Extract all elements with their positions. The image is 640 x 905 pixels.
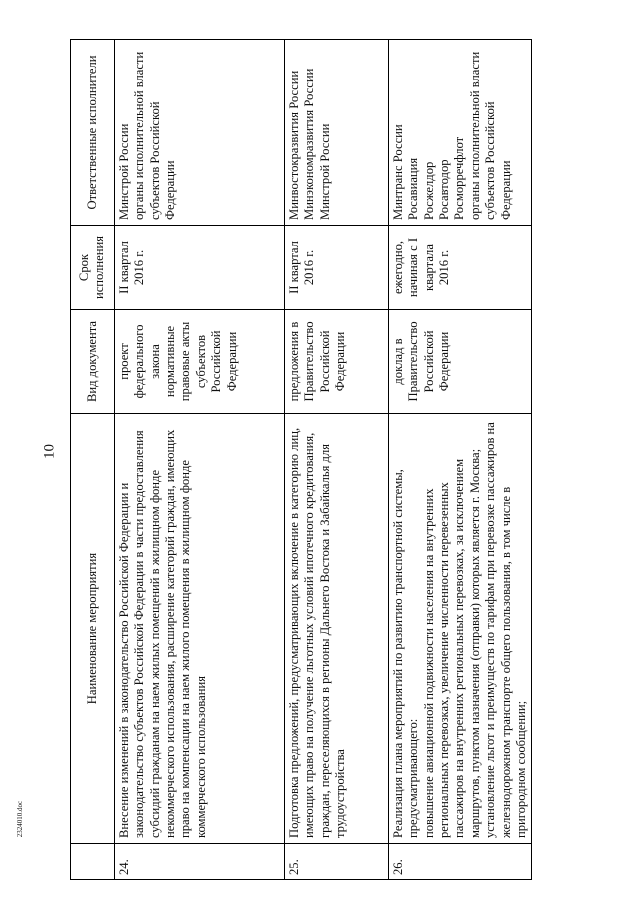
table-row [114, 40, 284, 880]
measures-table [70, 39, 532, 880]
executor: Росавтодор [437, 159, 452, 220]
executors [284, 40, 388, 226]
table-row [388, 40, 532, 880]
executors [388, 40, 532, 226]
executor: Росморречфлот [452, 136, 467, 220]
header-name: Наименование мероприятия [71, 414, 115, 844]
header-executors: Ответственные исполнители [71, 40, 115, 226]
row-number: 25. [284, 844, 388, 880]
term: II квартал 2016 г. [114, 226, 284, 310]
executor: Росжелдор [421, 161, 436, 220]
table-header-row [71, 40, 115, 880]
row-number: 26. [388, 844, 532, 880]
header-num [71, 844, 115, 880]
measure-name: Внесение изменений в законодательство Российской Федерации и законодательство субъектов Российской Федерации в части предоставления субсидий гражданам на наем жилых помещений в жилищном фонде некоммерческого использования, расширение категорий граждан, имеющих право на компенсации на наем жилого помещения в жилищном фонде коммерческого использования [114, 414, 284, 844]
executor: Минстрой России [317, 123, 332, 220]
document-type: доклад в Правительство Российской Федерации [388, 310, 532, 414]
document-type: проект федерального закона нормативные правовые акты субъектов Российской Федерации [114, 310, 284, 414]
table-row [284, 40, 388, 880]
header-doc-type: Вид документа [71, 310, 115, 414]
measure-name: Подготовка предложений, предусматривающих включение в категорию лиц, имеющих право на получение льготных условий ипотечного кредитования, граждан, переселяющихся в регионы Дальнего Востока и Забайкалья для трудоустройства [284, 414, 388, 844]
row-number: 24. [114, 844, 284, 880]
term: ежегодно, начиная с I квартала 2016 г. [388, 226, 532, 310]
executors [114, 40, 284, 226]
rotated-page [70, 40, 550, 880]
executor: Минвостокразвития России [286, 70, 301, 220]
term: II квартал 2016 г. [284, 226, 388, 310]
page-number: 10 [41, 444, 58, 459]
document-footer: 2324010.doc [16, 800, 24, 838]
header-term: Срок исполнения [71, 226, 115, 310]
executor: органы исполнительной власти субъектов Российской Федерации [132, 51, 178, 220]
executor: органы исполнительной власти субъектов Российской Федерации [467, 51, 513, 220]
executor: Минтранс России [390, 124, 405, 220]
document-type: предложения в Правительство Российской Федерации [284, 310, 388, 414]
executor: Росавиация [406, 157, 421, 220]
executor: Минэкономразвития России [302, 68, 317, 220]
measure-name: Реализация плана мероприятий по развитию транспортной системы, предусматривающего: повышение авиационной подвижности населения на внутренних региональных перевозках, увеличение численности перевезенных пассажиров на внутренних региональных перевозках, за исключением маршрутов, пунктом назначения (отправки) которых является г. Москва; установление льгот и преимуществ по тарифам при перевозке пассажиров на железнодорожном транспорте общего пользования, в том числе в пригородном сообщении; [388, 414, 532, 844]
executor: Минстрой России [116, 123, 131, 220]
